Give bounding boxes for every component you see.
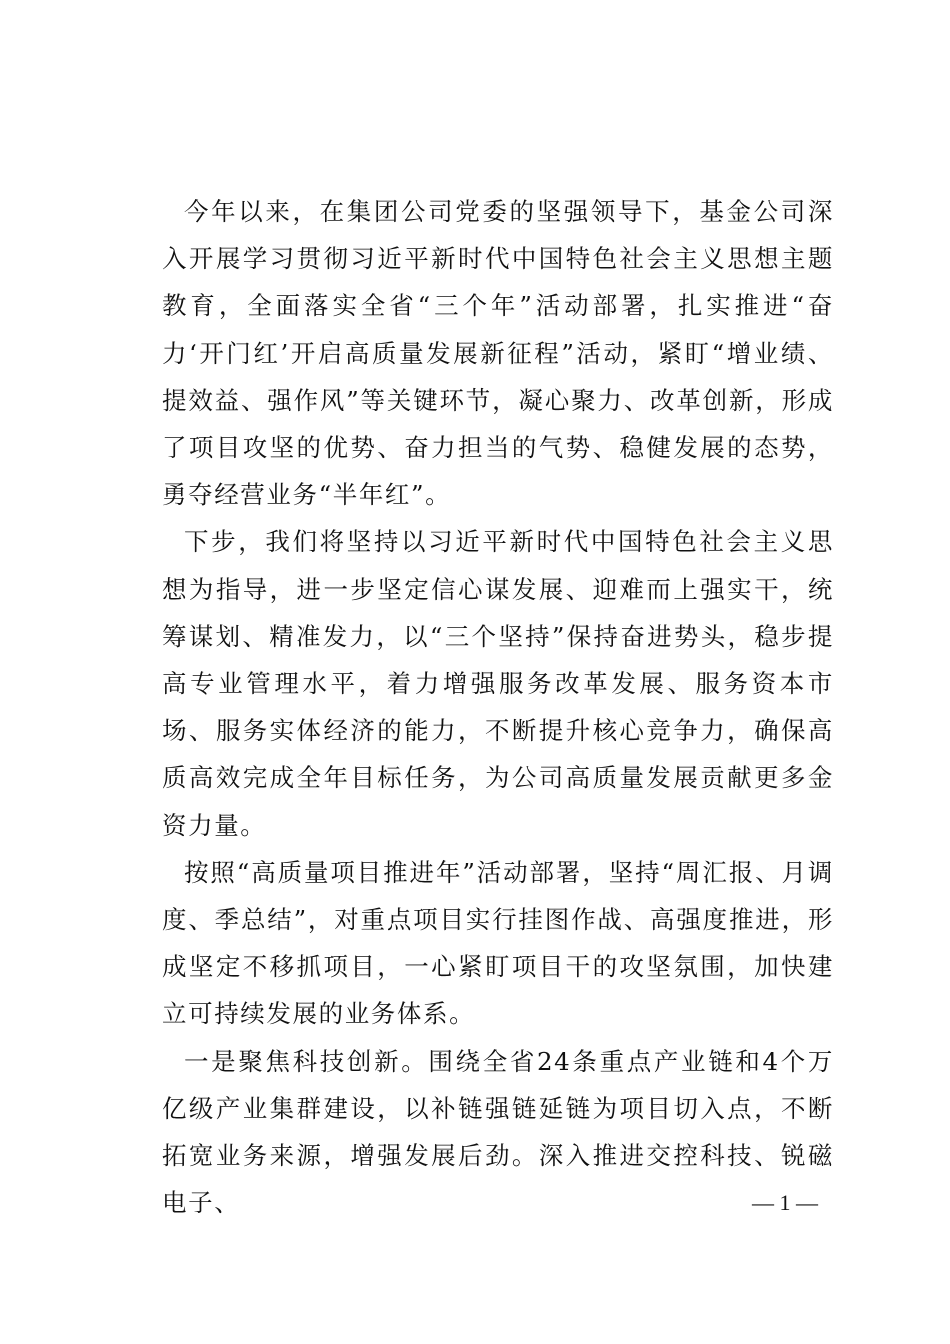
- paragraph-intro: 今年以来，在集团公司党委的坚强领导下，基金公司深入开展学习贯彻习近平新时代中国特色社会主义思想主题教育，全面落实全省“三个年”活动部署，扎实推进“奋力‘开门红’开启高质量发展新征程”活动，紧盯“增业绩、提效益、强作风”等关键环节，凝心聚力、改革创新，形成了项目攻坚的优势、奋力担当的气势、稳健发展的态势，勇夺经营业务“半年红”。: [162, 197, 834, 510]
- paragraph-next-steps: 下步，我们将坚持以习近平新时代中国特色社会主义思想为指导，进一步坚定信心谋发展、迎难而上强实干，统筹谋划、精准发力，以“三个坚持”保持奋进势头，稳步提高专业管理水平，着力增强服务改革发展、服务资本市场、服务实体经济的能力，不断提升核心竞争力，确保高质高效完成全年目标任务，为公司高质量发展贡献更多金资力量。: [162, 527, 834, 840]
- paragraph-tech-innovation: 一是聚焦科技创新。围绕全省24条重点产业链和4个万亿级产业集群建设，以补链强链延链为项目切入点，不断拓宽业务来源，增强发展后劲。深入推进交控科技、锐磁电子、: [162, 1046, 834, 1218]
- paragraph-project-year: 按照“高质量项目推进年”活动部署，坚持“周汇报、月调度、季总结”，对重点项目实行挂图作战、高强度推进，形成坚定不移抓项目，一心紧盯项目干的攻坚氛围，加快建立可持续发展的业务体系。: [162, 857, 834, 1029]
- page-number: — 1 —: [752, 1190, 818, 1215]
- document-body: [162, 188, 834, 1226]
